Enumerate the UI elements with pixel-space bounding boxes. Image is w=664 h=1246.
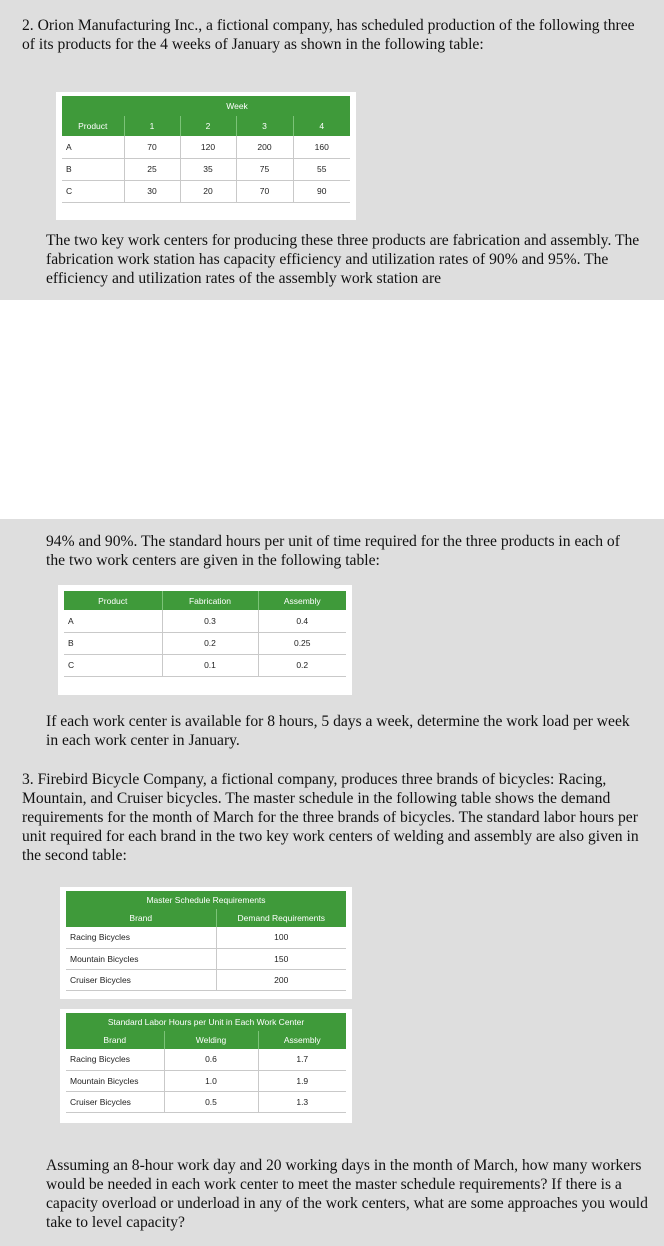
brand-header: Brand	[66, 1031, 164, 1049]
welding-cell: 0.5	[164, 1091, 258, 1112]
brand-cell: Cruiser Bicycles	[66, 969, 216, 990]
assembly-header: Assembly	[258, 1031, 346, 1049]
assembly-cell: 1.3	[258, 1091, 346, 1112]
brand-header: Brand	[66, 909, 216, 927]
table-row	[64, 654, 346, 676]
weekly-production-table	[62, 96, 350, 203]
product-cell: A	[62, 136, 124, 158]
brand-cell: Racing Bicycles	[66, 1049, 164, 1070]
fabrication-cell: 0.1	[162, 654, 258, 676]
page-panel-top	[0, 0, 664, 300]
product-cell: A	[64, 610, 162, 632]
assembly-header: Assembly	[258, 591, 346, 610]
page-panel-bottom	[0, 519, 664, 1246]
value-cell: 35	[180, 158, 236, 180]
value-cell: 160	[293, 136, 350, 158]
table-row	[66, 1070, 346, 1091]
product-cell: C	[62, 180, 124, 202]
product-cell: B	[64, 632, 162, 654]
master-schedule-table	[66, 891, 346, 991]
assembly-cell: 1.9	[258, 1070, 346, 1091]
table-row	[64, 632, 346, 654]
value-cell: 25	[124, 158, 180, 180]
question-2-intro: 2. Orion Manufacturing Inc., a fictional company, has scheduled production of the following three of its products for the 4 weeks of January as shown in the following table:	[22, 17, 635, 53]
assembly-cell: 0.4	[258, 610, 346, 632]
value-cell: 70	[236, 180, 293, 202]
fabrication-cell: 0.3	[162, 610, 258, 632]
value-cell: 20	[180, 180, 236, 202]
welding-cell: 0.6	[164, 1049, 258, 1070]
product-header: Product	[64, 591, 162, 610]
table-row	[66, 1091, 346, 1112]
brand-cell: Mountain Bicycles	[66, 1070, 164, 1091]
week-header: 3	[236, 116, 293, 136]
demand-cell: 150	[216, 948, 346, 969]
table-row	[62, 180, 350, 202]
question-3-workers-question: Assuming an 8-hour work day and 20 working days in the month of March, how many workers would be needed in each work center to meet the master schedule requirements? If there is a capacity overload or underload in any of the work centers, what are some approaches you would take to level capacity?	[46, 1157, 648, 1231]
labor-hours-title: Standard Labor Hours per Unit in Each Work Center	[66, 1013, 346, 1031]
table-row	[64, 610, 346, 632]
labor-hours-table	[66, 1013, 346, 1113]
table-row	[66, 927, 346, 948]
master-schedule-title: Master Schedule Requirements	[66, 891, 346, 909]
value-cell: 200	[236, 136, 293, 158]
question-2-work-centers-text: The two key work centers for producing these three products are fabrication and assembly. The fabrication work station has capacity efficiency and utilization rates of 90% and 95%. The efficiency and utilization rates of the assembly work station are	[46, 232, 640, 287]
question-2-rates-text: 94% and 90%. The standard hours per unit of time required for the three products in each of the two work centers are given in the following table:	[46, 533, 620, 569]
week-header: 2	[180, 116, 236, 136]
fabrication-cell: 0.2	[162, 632, 258, 654]
product-cell: C	[64, 654, 162, 676]
demand-cell: 100	[216, 927, 346, 948]
demand-header: Demand Requirements	[216, 909, 346, 927]
week-super-header: Week	[124, 96, 350, 116]
welding-cell: 1.0	[164, 1070, 258, 1091]
product-header: Product	[62, 116, 124, 136]
value-cell: 75	[236, 158, 293, 180]
brand-cell: Mountain Bicycles	[66, 948, 216, 969]
brand-cell: Racing Bicycles	[66, 927, 216, 948]
question-3-intro: 3. Firebird Bicycle Company, a fictional company, produces three brands of bicycles: Racing, Mountain, and Cruiser bicycles. The master schedule in the following table shows the demand requirements for the month of March for the three brands of bicycles. The standard labor hours per unit required for each brand in the two key work centers of welding and assembly are also given in the second table:	[22, 771, 639, 864]
value-cell: 120	[180, 136, 236, 158]
week-header: 4	[293, 116, 350, 136]
table-row	[62, 136, 350, 158]
assembly-cell: 1.7	[258, 1049, 346, 1070]
fabrication-header: Fabrication	[162, 591, 258, 610]
brand-cell: Cruiser Bicycles	[66, 1091, 164, 1112]
value-cell: 55	[293, 158, 350, 180]
value-cell: 70	[124, 136, 180, 158]
demand-cell: 200	[216, 969, 346, 990]
assembly-cell: 0.25	[258, 632, 346, 654]
value-cell: 30	[124, 180, 180, 202]
assembly-cell: 0.2	[258, 654, 346, 676]
table-row	[66, 969, 346, 990]
table-row	[66, 1049, 346, 1070]
standard-hours-table	[64, 591, 346, 677]
table-row	[62, 158, 350, 180]
welding-header: Welding	[164, 1031, 258, 1049]
question-2-workload-question: If each work center is available for 8 hours, 5 days a week, determine the work load per week in each work center in January.	[46, 713, 630, 749]
week-header: 1	[124, 116, 180, 136]
table-row	[66, 948, 346, 969]
product-cell: B	[62, 158, 124, 180]
value-cell: 90	[293, 180, 350, 202]
